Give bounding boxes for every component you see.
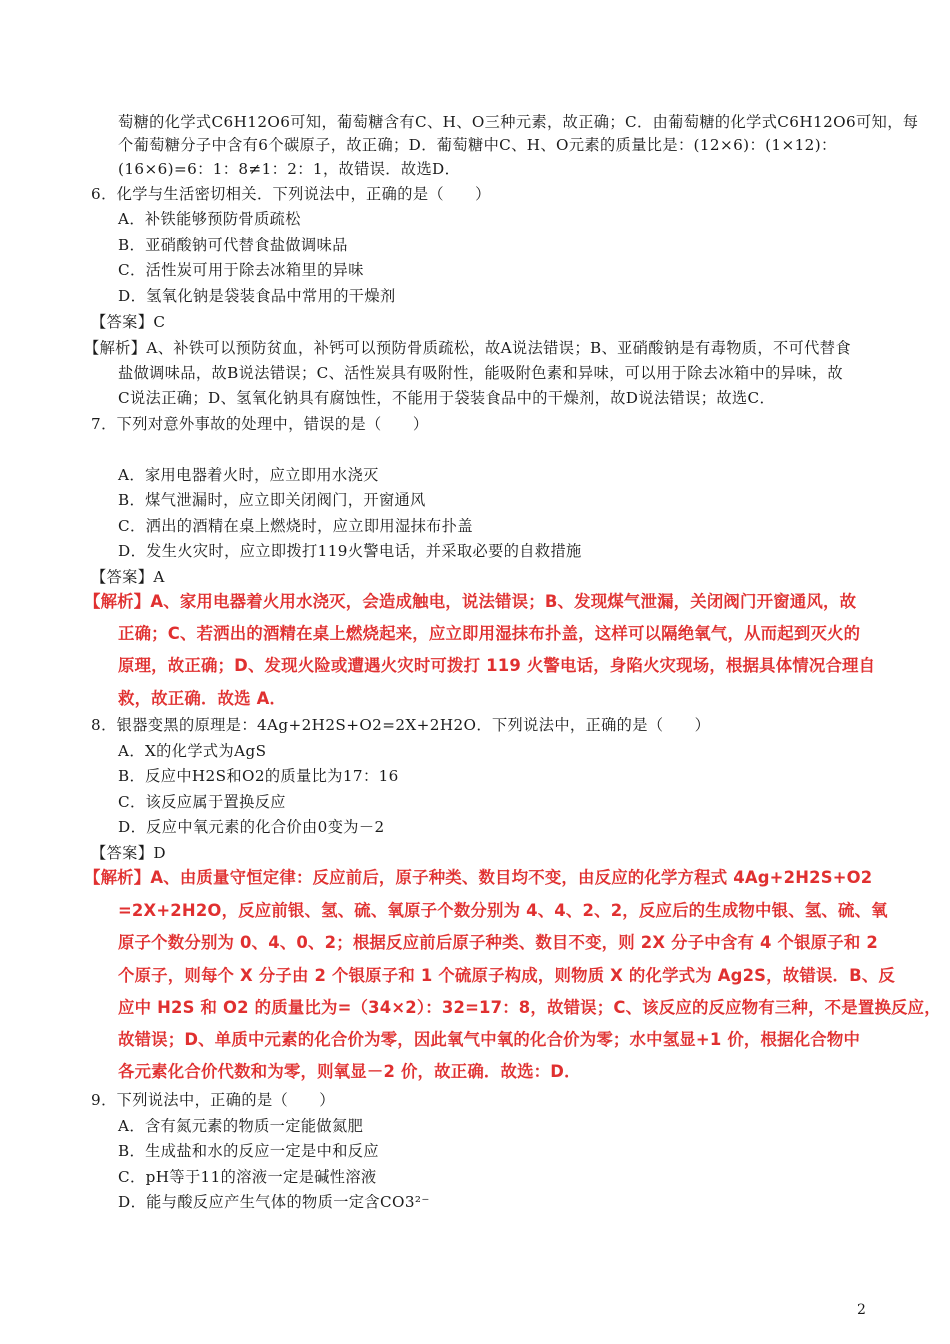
question-9-option-c: C．pH等于11的溶液一定是碱性溶液	[118, 1168, 377, 1186]
question-7-analysis-line: 正确；C、若洒出的酒精在桌上燃烧起来，应立即用湿抹布扑盖，这样可以隔绝氧气，从而起到灭火的	[118, 624, 861, 643]
intro-line: 个葡萄糖分子中含有6个碳原子，故正确；D．葡萄糖中C、H、O元素的质量比是：(12×6)：(1×12)：	[118, 136, 837, 154]
question-8-analysis-line: 原子个数分别为 0、4、0、2；根据反应前后原子种类、数目不变，则 2X 分子中含有 4 个银原子和 2	[118, 933, 878, 952]
page-number: 2	[857, 1302, 866, 1318]
question-6-option-c: C．活性炭可用于除去冰箱里的异味	[118, 261, 364, 279]
question-8-answer: 【答案】D	[91, 844, 166, 862]
question-8-analysis-line: =2X+2H2O，反应前银、氢、硫、氧原子个数分别为 4、4、2、2，反应后的生成物中银、氢、硫、氧	[118, 901, 888, 920]
question-9-option-a: A．含有氮元素的物质一定能做氮肥	[118, 1117, 364, 1135]
question-8-option-d: D．反应中氧元素的化合价由0变为－2	[118, 818, 385, 836]
question-6-answer: 【答案】C	[91, 313, 166, 331]
question-7-option-b: B．煤气泄漏时，应立即关闭阀门，开窗通风	[118, 491, 426, 509]
question-7-analysis-line: 【解析】A、家用电器着火用水浇灭，会造成触电，说法错误；B、发现煤气泄漏，关闭阀门开窗通风，故	[84, 592, 857, 611]
intro-line: (16×6)=6：1：8≠1：2：1，故错误．故选D．	[118, 160, 461, 178]
question-8-analysis-line: 【解析】A、由质量守恒定律：反应前后，原子种类、数目均不变，由反应的化学方程式 4Ag+2H2S+O2	[84, 868, 873, 887]
question-8-option-b: B．反应中H2S和O2的质量比为17：16	[118, 767, 399, 785]
question-6-stem: 6．化学与生活密切相关．下列说法中，正确的是（ ）	[91, 185, 491, 203]
question-7-option-d: D．发生火灾时，应立即拨打119火警电话，并采取必要的自救措施	[118, 542, 582, 560]
question-6-analysis-line: 盐做调味品，故B说法错误；C、活性炭具有吸附性，能吸附色素和异味，可以用于除去冰箱中的异味，故	[118, 364, 844, 382]
question-6-option-d: D．氢氧化钠是袋装食品中常用的干燥剂	[118, 287, 396, 305]
question-6-analysis-line: 【解析】A、补铁可以预防贫血，补钙可以预防骨质疏松，故A说法错误；B、亚硝酸钠是有毒物质，不可代替食	[84, 339, 851, 357]
question-8-analysis-line: 各元素化合价代数和为零，则氧显－2 价，故正确．故选：D．	[118, 1062, 581, 1081]
question-6-option-a: A．补铁能够预防骨质疏松	[118, 210, 301, 228]
question-7-option-a: A．家用电器着火时，应立即用水浇灭	[118, 466, 379, 484]
question-8-analysis-line: 个原子，则每个 X 分子由 2 个银原子和 1 个硫原子构成，则物质 X 的化学式为 Ag2S，故错误．B、反	[118, 966, 896, 985]
question-9-option-d: D．能与酸反应产生气体的物质一定含CO3²⁻	[118, 1193, 430, 1211]
question-7-answer: 【答案】A	[91, 568, 165, 586]
question-7-analysis-line: 救，故正确．故选 A．	[118, 689, 287, 708]
question-7-stem: 7．下列对意外事故的处理中，错误的是（ ）	[91, 415, 429, 433]
question-8-analysis-line: 故错误；D、单质中元素的化合价为零，因此氧气中氧的化合价为零；水中氢显+1 价，根据化合物中	[118, 1030, 861, 1049]
question-7-option-c: C．洒出的酒精在桌上燃烧时，应立即用湿抹布扑盖	[118, 517, 473, 535]
question-9-option-b: B．生成盐和水的反应一定是中和反应	[118, 1142, 379, 1160]
question-8-stem: 8．银器变黑的原理是：4Ag+2H2S+O2=2X+2H2O．下列说法中，正确的是（ ）	[91, 716, 711, 734]
question-7-analysis-line: 原理，故正确；D、发现火险或遭遇火灾时可拨打 119 火警电话，身陷火灾现场，根据具体情况合理自	[118, 656, 876, 675]
question-6-option-b: B．亚硝酸钠可代替食盐做调味品	[118, 236, 348, 254]
question-6-analysis-line: C说法正确；D、氢氧化钠具有腐蚀性，不能用于袋装食品中的干燥剂，故D说法错误；故选C．	[118, 389, 776, 407]
question-8-option-c: C．该反应属于置换反应	[118, 793, 286, 811]
question-9-stem: 9．下列说法中，正确的是（ ）	[91, 1091, 335, 1109]
intro-line: 萄糖的化学式C6H12O6可知，葡萄糖含有C、H、O三种元素，故正确；C．由葡萄糖的化学式C6H12O6可知，每	[118, 113, 919, 131]
question-8-option-a: A．X的化学式为AgS	[118, 742, 267, 760]
question-8-analysis-line: 应中 H2S 和 O2 的质量比为=（34×2）：32=17：8，故错误；C、该反应的反应物有三种，不是置换反应，	[118, 998, 941, 1017]
